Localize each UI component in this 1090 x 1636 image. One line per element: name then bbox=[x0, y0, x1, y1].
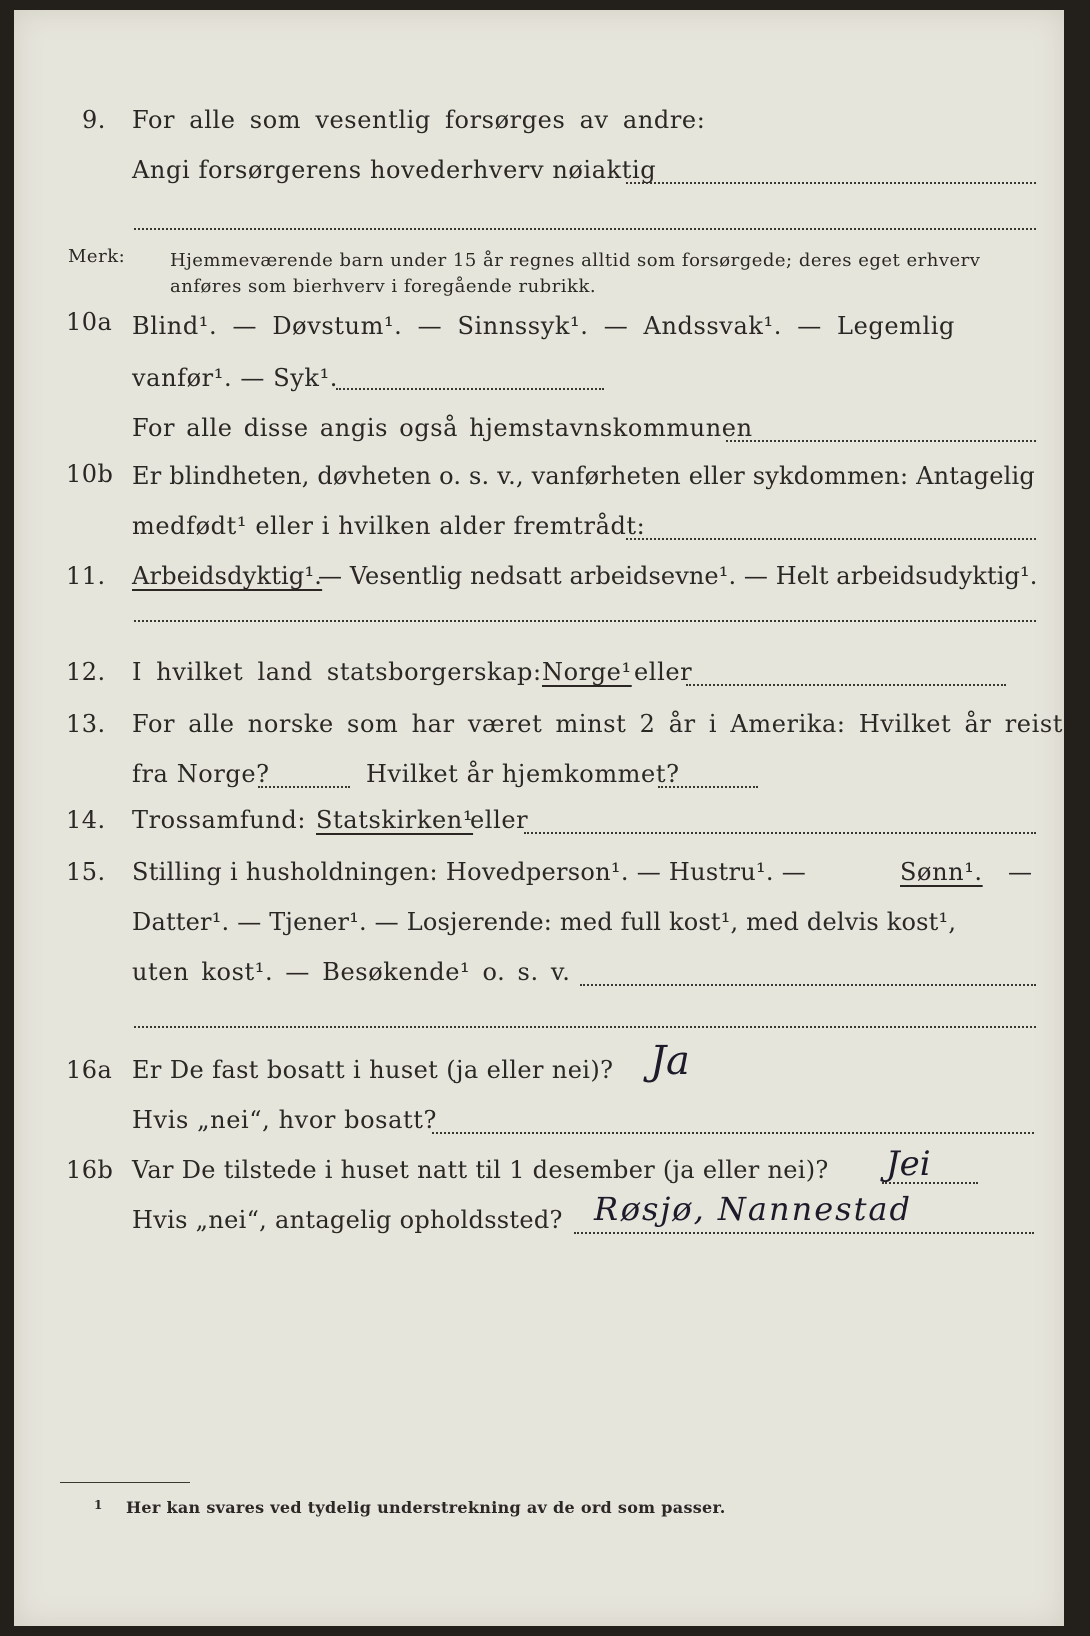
q13-line2a: fra Norge? bbox=[132, 760, 270, 788]
q9-line1: For alle som vesentlig forsørges av andre: bbox=[132, 106, 706, 134]
q15-answer-line2 bbox=[134, 1026, 1036, 1028]
q15-sonn-underlined: Sønn¹. bbox=[900, 858, 983, 886]
footnote-rule bbox=[60, 1482, 190, 1483]
q14-statskirken-underlined: Statskirken¹ bbox=[316, 806, 474, 834]
q10a-answer-line2 bbox=[726, 440, 1036, 442]
q14-label: Trossamfund: bbox=[132, 806, 307, 834]
q9-answer-line2 bbox=[134, 228, 1036, 230]
q9-answer-line bbox=[626, 182, 1036, 184]
merk-label: Merk: bbox=[68, 246, 126, 267]
q12-number: 12. bbox=[66, 658, 106, 686]
q16a-handwritten-answer: Ja bbox=[650, 1038, 690, 1084]
footnote-mark: 1 bbox=[94, 1498, 103, 1512]
q11-answer-line bbox=[134, 620, 1036, 622]
q11-number: 11. bbox=[66, 562, 106, 590]
q16b-line1: Var De tilstede i huset natt til 1 desember (ja eller nei)? bbox=[132, 1156, 829, 1184]
q10a-line1: Blind¹. — Døvstum¹. — Sinnssyk¹. — Andssvak¹. — Legemlig bbox=[132, 312, 956, 340]
merk-line1: Hjemmeværende barn under 15 år regnes alltid som forsørgede; deres eget erhverv bbox=[170, 250, 981, 271]
q14-answer-line bbox=[524, 832, 1036, 834]
q13-number: 13. bbox=[66, 710, 106, 738]
q14-number: 14. bbox=[66, 806, 106, 834]
footnote-text: Her kan svares ved tydelig understrekning av de ord som passer. bbox=[126, 1498, 726, 1517]
q11-arbeidsdyktig-underlined: Arbeidsdyktig¹. bbox=[132, 562, 323, 590]
q16b-number: 16b bbox=[66, 1156, 114, 1184]
q9-line2: Angi forsørgerens hovederhverv nøiaktig bbox=[132, 156, 657, 184]
q11-rest: — Vesentlig nedsatt arbeidsevne¹. — Helt arbeidsudyktig¹. bbox=[318, 562, 1038, 590]
q16b-handwritten-answer1: Jei bbox=[886, 1144, 931, 1184]
q13-reist-line bbox=[258, 786, 350, 788]
q13-line2b: Hvilket år hjemkommet? bbox=[366, 760, 680, 788]
q16b-line2: Hvis „nei“, antagelig opholdssted? bbox=[132, 1206, 563, 1234]
q9-number: 9. bbox=[82, 106, 106, 134]
q13-line1: For alle norske som har været minst 2 år i Amerika: Hvilket år reist bbox=[132, 710, 1064, 738]
q16a-answer-line bbox=[432, 1132, 1034, 1134]
q15-line1c: — bbox=[1008, 858, 1033, 886]
q15-line3: uten kost¹. — Besøkende¹ o. s. v. bbox=[132, 958, 571, 986]
merk-line2: anføres som bierhverv i foregående rubrikk. bbox=[170, 276, 597, 297]
q16b-answer-line1 bbox=[882, 1182, 978, 1184]
q10b-line1: Er blindheten, døvheten o. s. v., vanførheten eller sykdommen: Antagelig bbox=[132, 462, 1035, 490]
q10a-number: 10a bbox=[66, 308, 113, 336]
q12-answer-line bbox=[686, 684, 1006, 686]
q10a-answer-line bbox=[336, 388, 604, 390]
q16a-line1: Er De fast bosatt i huset (ja eller nei)? bbox=[132, 1056, 614, 1084]
q16a-line2: Hvis „nei“, hvor bosatt? bbox=[132, 1106, 437, 1134]
q10b-number: 10b bbox=[66, 460, 114, 488]
q12-norge-underlined: Norge¹ bbox=[542, 658, 632, 686]
q13-hjemkommet-line bbox=[658, 786, 758, 788]
q16b-handwritten-answer2: Røsjø, Nannestad bbox=[594, 1190, 912, 1228]
q14-eller: eller bbox=[470, 806, 529, 834]
q12-eller: eller bbox=[634, 658, 693, 686]
q12-label: I hvilket land statsborgerskap: bbox=[132, 658, 542, 686]
q16b-answer-line2 bbox=[574, 1232, 1034, 1234]
q15-line1a: Stilling i husholdningen: Hovedperson¹. — Hustru¹. — bbox=[132, 858, 807, 886]
q15-line2: Datter¹. — Tjener¹. — Losjerende: med full kost¹, med delvis kost¹, bbox=[132, 908, 957, 936]
q15-number: 15. bbox=[66, 858, 106, 886]
q10a-line2: vanfør¹. — Syk¹. bbox=[132, 364, 339, 392]
q10b-line2: medfødt¹ eller i hvilken alder fremtrådt: bbox=[132, 512, 646, 540]
q10b-answer-line bbox=[626, 538, 1036, 540]
q10a-line3: For alle disse angis også hjemstavnskommunen bbox=[132, 414, 753, 442]
q15-answer-line bbox=[580, 984, 1036, 986]
q16a-number: 16a bbox=[66, 1056, 113, 1084]
census-form-page bbox=[14, 10, 1064, 1626]
